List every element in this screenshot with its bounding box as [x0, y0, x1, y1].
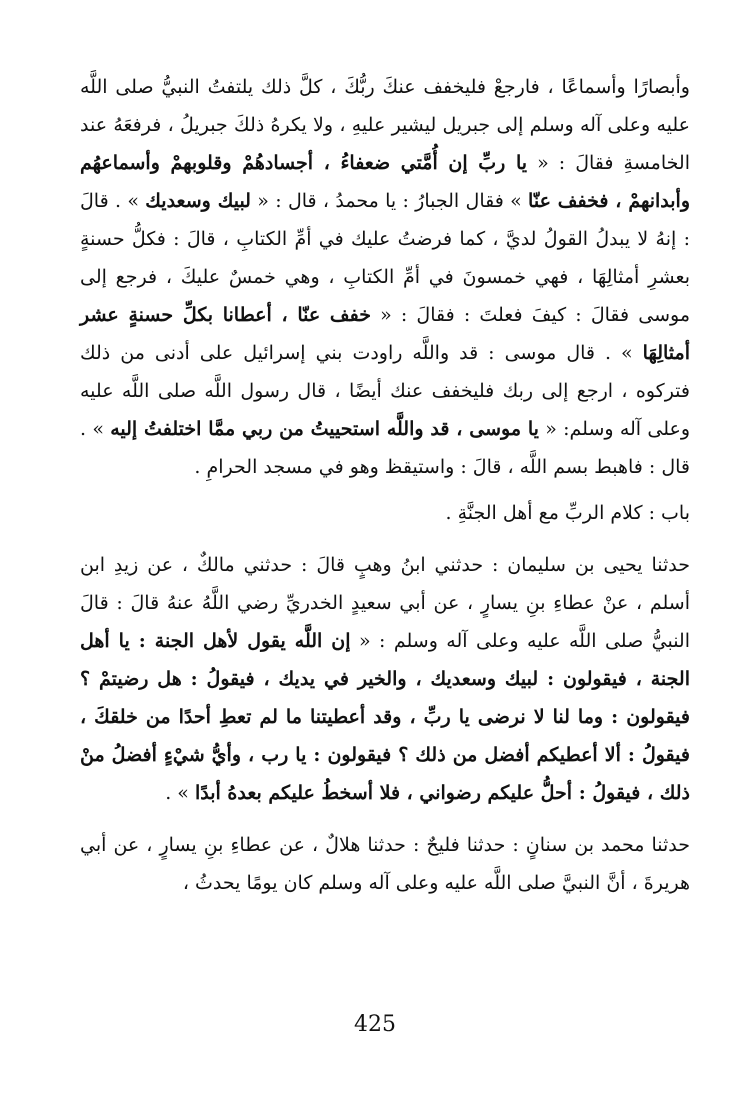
paragraph-hadith-people-of-paradise [80, 546, 690, 812]
chapter-heading-text: باب : كلام الربِّ مع أهل الجنَّةِ . [445, 502, 690, 524]
quote-bold: إن اللَّه يقول لأهل الجنة : يا أهل الجنة ، فيقولون : لبيك وسعديك ، والخير في يديك ، فيقولُ : هل رضيتمْ ؟ فيقولون : وما لنا لا نرضى يا ربِّ ، وقد أعطيتنا ما لم تعطِ أحدًا من خلقكَ ، فيقولُ : ألا أعطيكم أفضل من ذلك ؟ فيقولون : يا رب ، وأيُّ شيْءٍ أفضلُ منْ ذلك ، فيقولُ : أحلُّ عليكم رضواني ، فلا أسخطُ عليكم بعدهُ أبدًا [80, 630, 690, 804]
quote-bold: خفف عنّا ، أعطانا بكلِّ حسنةٍ عشر أمثالِهَا [80, 304, 690, 364]
quote-bold: لبيك وسعديك [145, 190, 251, 212]
text-segment: » . قالَ : إنهُ لا يبدلُ القولُ لديَّ ، كما فرضتُ عليك في أمِّ الكتابِ ، قالَ : فكلُّ حسنةٍ بعشرِ أمثالِهَا ، فهي خمسونَ في أمِّ الكتابِ ، وهي خمسٌ عليكَ ، فرجع إلى موسى فقالَ : كيفَ فعلتَ : فقالَ : « [80, 190, 690, 326]
text-segment: » فقال الجبارُ : يا محمدُ ، قال : « [250, 190, 529, 212]
text-segment: حدثنا يحيى بن سليمان : حدثني ابنُ وهبٍ قالَ : حدثني مالكٌ ، عن زيدِ ابن أسلم ، عنْ عطاءِ بنِ يسارٍ ، عن أبي سعيدٍ الخدريِّ رضي اللَّهُ عنهُ قالَ : قالَ النبيُّ صلى اللَّه عليه وعلى آله وسلم : « [80, 554, 691, 652]
quote-bold: يا ربِّ إن أُمَّتي ضعفاءُ ، أجسادهُمْ وقلوبهمْ وأسماعهُم وأبدانهمْ ، فخفف عنّا [80, 152, 691, 212]
text-segment: » . [165, 782, 195, 804]
text-segment: » . قال : فاهبط بسم اللَّه ، قالَ : واستيقظ وهو في مسجد الحرامِ . [80, 418, 690, 478]
text-segment: » . قال موسى : قد واللَّه راودت بني إسرائيل على أدنى من ذلك فتركوه ، ارجع إلى ربك فليخفف عنك أيضًا ، قال رسول اللَّه صلى اللَّه عليه وعلى آله وسلم: « [80, 342, 690, 440]
page-body [80, 68, 690, 1035]
quote-bold: يا موسى ، قد واللَّه استحييتُ من ربي ممَّا اختلفتُ إليه [110, 418, 539, 440]
paragraph-hadith-next [80, 826, 690, 902]
text-segment: حدثنا محمد بن سنانٍ : حدثنا فليحٌ : حدثنا هلالٌ ، عن عطاءِ بنِ يسارٍ ، عن أبي هريرةَ ، أنَّ النبيَّ صلى اللَّه عليه وعلى آله وسلم كان يومًا يحدثُ ، [80, 834, 690, 894]
page-number: 425 [354, 1012, 396, 1037]
paragraph-hadith-isra-continuation [80, 68, 690, 486]
chapter-heading [80, 494, 690, 532]
text-segment: وأبصارًا وأسماعًا ، فارجعْ فليخفف عنكَ ربُّكَ ، كلَّ ذلك يلتفتُ النبيُّ صلى اللَّه عليه وعلى آله وسلم إلى جبريل ليشير عليهِ ، ولا يكرهُ ذلكَ جبريلُ ، فرفعَهُ عند الخامسةِ فقالَ : « [80, 76, 690, 174]
